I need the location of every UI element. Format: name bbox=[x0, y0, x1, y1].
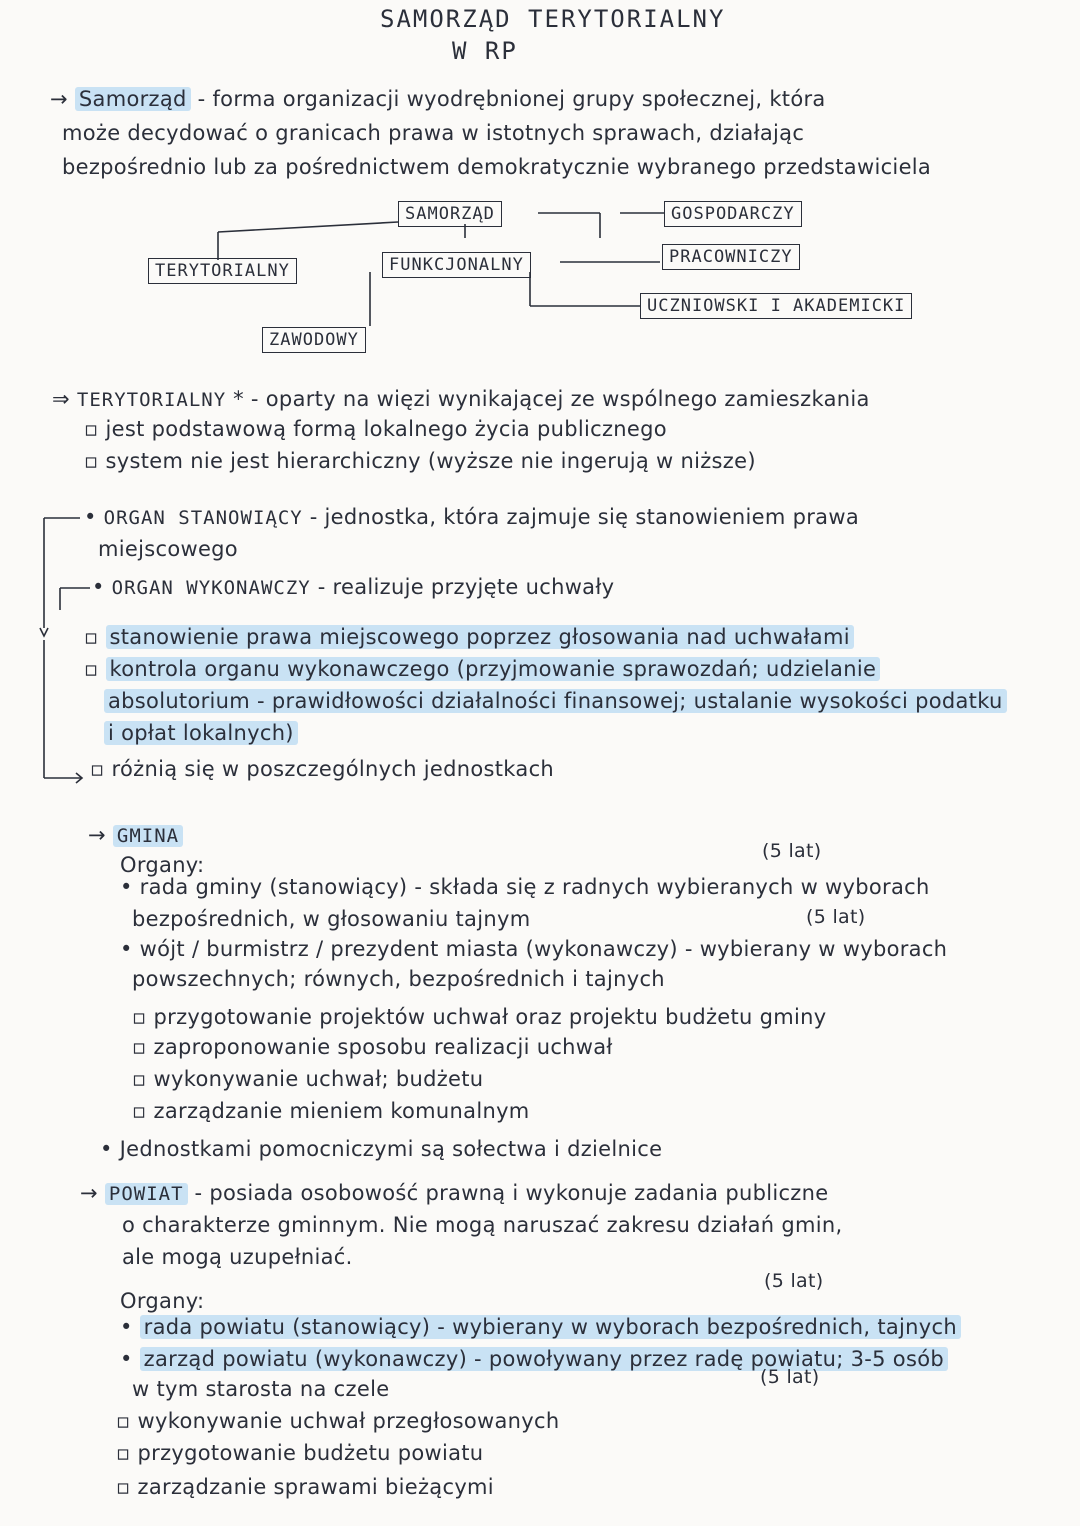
terytorialny-heading-text: * - oparty na więzi wynikającej ze wspólnego zamieszkania bbox=[233, 387, 870, 411]
organ-stanowiacy: ORGAN STANOWIĄCY bbox=[103, 507, 303, 529]
competence-3: absolutorium - prawidłowości działalności finansowej; ustalanie wysokości podatku bbox=[104, 688, 1007, 714]
page-subtitle: W RP bbox=[452, 37, 518, 65]
gmina-task-3: ▫ wykonywanie uchwał; budżetu bbox=[132, 1067, 484, 1091]
diagram-node-terytorialny: TERYTORIALNY bbox=[148, 258, 297, 284]
organ-stanowiacy-desc-2: miejscowego bbox=[98, 537, 238, 561]
gmina-rada-line: • rada gminy (stanowiący) - składa się z radnych wybieranych w wyborach bbox=[120, 875, 930, 899]
powiat-rada-line: • rada powiatu (stanowiący) - wybierany w wyborach bezpośrednich, tajnych bbox=[120, 1314, 961, 1340]
gmina-organy: Organy: bbox=[120, 853, 205, 877]
diagram-node-pracowniczy: PRACOWNICZY bbox=[662, 244, 800, 270]
dot-bullet-icon: • bbox=[92, 575, 105, 599]
diagram-node-samorzad: SAMORZĄD bbox=[398, 201, 502, 227]
competence-2: ▫ kontrola organu wykonawczego (przyjmowanie sprawozdań; udzielanie bbox=[84, 656, 880, 682]
gmina-wojt-line: • wójt / burmistrz / prezydent miasta (wykonawczy) - wybierany w wyborach bbox=[120, 937, 948, 961]
square-bullet-icon: ▫ bbox=[116, 1475, 131, 1499]
square-bullet-icon: ▫ bbox=[116, 1441, 131, 1465]
powiat-heading-line: → POWIAT - posiada osobowość prawną i wykonuje zadania publiczne bbox=[80, 1181, 829, 1205]
terytorialny-point-2: ▫ system nie jest hierarchiczny (wyższe nie ingerują w niższe) bbox=[84, 449, 756, 473]
terytorialny-point-1: ▫ jest podstawową formą lokalnego życia publicznego bbox=[84, 417, 667, 441]
arrow-right-icon: → bbox=[88, 823, 106, 847]
differ-line: ▫ różnią się w poszczególnych jednostkach bbox=[90, 757, 555, 781]
definition-line-2: może decydować o granicach prawa w istotnych sprawach, działając bbox=[62, 121, 805, 145]
diagram-node-gospodarczy: GOSPODARCZY bbox=[664, 201, 802, 227]
square-bullet-icon: ▫ bbox=[132, 1099, 147, 1123]
definition-term: Samorząd bbox=[75, 87, 191, 111]
powiat-heading: POWIAT bbox=[105, 1183, 188, 1205]
square-bullet-icon: ▫ bbox=[116, 1409, 131, 1433]
page-title: SAMORZĄD TERYTORIALNY bbox=[380, 5, 726, 33]
square-bullet-icon: ▫ bbox=[132, 1035, 147, 1059]
competence-4: i opłat lokalnych) bbox=[104, 720, 298, 746]
square-bullet-icon: ▫ bbox=[90, 757, 105, 781]
organ-stanowiacy-line: • ORGAN STANOWIĄCY - jednostka, która zajmuje się stanowieniem prawa bbox=[84, 505, 859, 529]
arrow-right-icon: → bbox=[80, 1181, 98, 1205]
gmina-task-1: ▫ przygotowanie projektów uchwał oraz projektu budżetu gminy bbox=[132, 1005, 827, 1029]
gmina-rada-term: (5 lat) bbox=[762, 840, 822, 862]
dot-bullet-icon: • bbox=[100, 1137, 113, 1161]
organ-wykonawczy: ORGAN WYKONAWCZY bbox=[111, 577, 311, 599]
powiat-task-3: ▫ zarządzanie sprawami bieżącymi bbox=[116, 1475, 494, 1499]
terytorialny-heading: TERYTORIALNY bbox=[76, 389, 227, 411]
dot-bullet-icon: • bbox=[120, 937, 133, 961]
powiat-line-2: o charakterze gminnym. Nie mogą naruszać zakresu działań gmin, bbox=[122, 1213, 843, 1237]
dot-bullet-icon: • bbox=[120, 1315, 133, 1339]
square-bullet-icon: ▫ bbox=[132, 1005, 147, 1029]
square-bullet-icon: ▫ bbox=[84, 657, 99, 681]
powiat-zarzad-line-2: w tym starosta na czele bbox=[132, 1377, 390, 1401]
powiat-zarzad-term: (5 lat) bbox=[760, 1366, 820, 1388]
arrow-right-icon: ⇒ bbox=[52, 387, 70, 411]
definition-text: - forma organizacji wyodrębnionej grupy społecznej, która bbox=[197, 87, 826, 111]
definition-line-3: bezpośrednio lub za pośrednictwem demokratycznie wybranego przedstawiciela bbox=[62, 155, 932, 179]
competence-1: ▫ stanowienie prawa miejscowego poprzez głosowania nad uchwałami bbox=[84, 624, 854, 650]
powiat-line-3: ale mogą uzupełniać. bbox=[122, 1245, 353, 1269]
square-bullet-icon: ▫ bbox=[84, 625, 99, 649]
dot-bullet-icon: • bbox=[84, 505, 97, 529]
gmina-task-2: ▫ zaproponowanie sposobu realizacji uchwał bbox=[132, 1035, 613, 1059]
gmina-task-4: ▫ zarządzanie mieniem komunalnym bbox=[132, 1099, 530, 1123]
diagram-node-funkcjonalny: FUNKCJONALNY bbox=[382, 252, 531, 278]
dot-bullet-icon: • bbox=[120, 875, 133, 899]
arrow-right-icon: → bbox=[50, 87, 68, 111]
gmina-heading-line bbox=[88, 822, 183, 849]
powiat-organy: Organy: bbox=[120, 1289, 205, 1313]
gmina-wojt-line-2: powszechnych; równych, bezpośrednich i tajnych bbox=[132, 967, 665, 991]
gmina-heading: GMINA bbox=[113, 825, 183, 847]
powiat-rada-term: (5 lat) bbox=[764, 1270, 824, 1292]
square-bullet-icon: ▫ bbox=[84, 449, 99, 473]
gmina-rada-line-2: bezpośrednich, w głosowaniu tajnym bbox=[132, 907, 531, 931]
gmina-units-line: • Jednostkami pomocniczymi są sołectwa i dzielnice bbox=[100, 1137, 663, 1161]
diagram-node-zawodowy: ZAWODOWY bbox=[262, 327, 366, 353]
powiat-task-1: ▫ wykonywanie uchwał przegłosowanych bbox=[116, 1409, 560, 1433]
powiat-zarzad-line: • zarząd powiatu (wykonawczy) - powoływany przez radę powiatu; 3-5 osób bbox=[120, 1346, 948, 1372]
powiat-task-2: ▫ przygotowanie budżetu powiatu bbox=[116, 1441, 484, 1465]
gmina-wojt-term: (5 lat) bbox=[806, 906, 866, 928]
dot-bullet-icon: • bbox=[120, 1347, 133, 1371]
diagram-node-uczniowski: UCZNIOWSKI I AKADEMICKI bbox=[640, 293, 912, 319]
square-bullet-icon: ▫ bbox=[132, 1067, 147, 1091]
square-bullet-icon: ▫ bbox=[84, 417, 99, 441]
organ-wykonawczy-line: • ORGAN WYKONAWCZY - realizuje przyjęte uchwały bbox=[92, 575, 615, 599]
